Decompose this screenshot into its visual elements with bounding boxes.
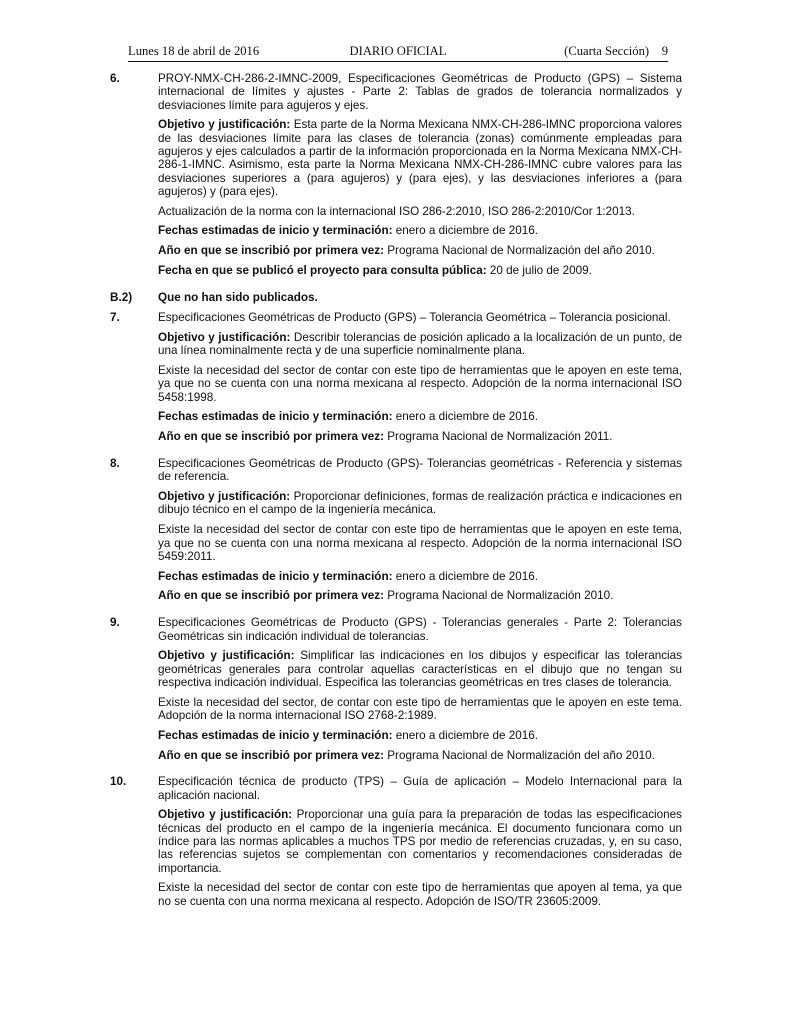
header-section-label: (Cuarta Sección): [564, 44, 650, 58]
item-year: [158, 244, 682, 257]
year-label: Año en que se inscribió por primera vez:: [158, 430, 385, 444]
item-body: [158, 457, 682, 609]
item-year: [158, 589, 682, 602]
item-year: [158, 430, 682, 443]
objective-text: Describir tolerancias de posición aplicado a la localización de un punto, de una línea nominalmente recta y de una superficie nominalmente plana.: [158, 330, 682, 358]
item-body: [158, 72, 682, 284]
item-dates: [158, 729, 682, 742]
list-item: [110, 311, 682, 450]
dates-text: enero a diciembre de 2016.: [395, 728, 539, 742]
item-dates: [158, 410, 682, 423]
list-item: [110, 457, 682, 609]
objective-text: Esta parte de la Norma Mexicana NMX-CH-286-IMNC proporciona valores de las desviaciones límite para las clases de tolerancia (zonas) comúnmente empleadas para agujeros y ejes calculados a partir de la información proporcionada en la Norma Mexicana NMX-CH-286-1-IMNC. Asimismo, esta parte la Norma Mexicana NMX-CH-286-IMNC cubre valores para las desviaciones superiores a (para agujeros) y (para ejes), y las desviaciones inferiores a (para agujeros) y (para ejes).: [158, 118, 682, 198]
objective-text: Simplificar las indicaciones en los dibujos y especificar las tolerancias geométricas generales para controlar aquellas características en el dibujo que no tengan su respectiva indicación individual. Especifica las tolerancias geométricas en tres clases de tolerancia.: [158, 649, 682, 689]
header-rule: [128, 61, 668, 62]
objective-label: Objetivo y justificación:: [158, 490, 291, 504]
year-text: Programa Nacional de Normalización del año 2010.: [387, 244, 655, 258]
item-number: 10.: [110, 775, 127, 789]
item-objective: [158, 118, 682, 198]
item-extra: Existe la necesidad del sector de contar con este tipo de herramientas que apoyen al tema, ya que no se cuenta con una norma mexicana al respecto. Adopción de ISO/TR 23605:2009.: [158, 881, 682, 908]
item-title: Especificación técnica de producto (TPS) – Guía de aplicación – Modelo Internacional para la aplicación nacional.: [158, 775, 682, 802]
header-publication: DIARIO OFICIAL: [349, 44, 447, 58]
list-item: [110, 72, 682, 284]
page-header: [128, 44, 668, 60]
dates-text: enero a diciembre de 2016.: [395, 410, 539, 424]
objective-label: Objetivo y justificación:: [158, 649, 295, 663]
item-body: [158, 311, 682, 450]
objective-label: Objetivo y justificación:: [158, 118, 291, 132]
dates-label: Fechas estimadas de inicio y terminación:: [158, 728, 393, 742]
item-title: Especificaciones Geométricas de Producto (GPS) – Tolerancia Geométrica – Tolerancia posicional.: [158, 311, 671, 325]
item-year: [158, 749, 682, 762]
dates-text: enero a diciembre de 2016.: [395, 224, 539, 238]
objective-label: Objetivo y justificación:: [158, 808, 293, 822]
objective-text: Proporcionar una guía para la preparación de todas las especificaciones técnicas del producto en el campo de la ingeniería mecánica. El documento funcionara como un índice para las normas aplicables a muchos TPS por medio de referencias cruzadas, y, en su caso, las referencias sujetos se complementan con comentarios y recomendaciones consideradas de importancia.: [158, 808, 682, 875]
item-extra: Actualización de la norma con la internacional ISO 286-2:2010, ISO 286-2:2010/Cor 1:2013.: [158, 204, 635, 218]
dates-label: Fechas estimadas de inicio y terminación:: [158, 569, 393, 583]
year-text: Programa Nacional de Normalización del año 2010.: [387, 748, 655, 762]
item-number: 8.: [110, 457, 120, 471]
year-text: Programa Nacional de Normalización 2011.: [387, 430, 613, 444]
header-section: [564, 44, 668, 59]
subsection-title: Que no han sido publicados.: [158, 290, 318, 304]
subsection-number: B.2): [110, 290, 133, 304]
item-objective: [158, 490, 682, 517]
subsection-heading: [110, 291, 682, 304]
year-label: Año en que se inscribió por primera vez:: [158, 748, 385, 762]
item-extra: Existe la necesidad del sector, de contar con este tipo de herramientas que le apoyen en este tema. Adopción de la norma internacional ISO 2768-2:1989.: [158, 695, 682, 722]
year-label: Año en que se inscribió por primera vez:: [158, 244, 385, 258]
published-label: Fecha en que se publicó el proyecto para consulta pública:: [158, 264, 487, 278]
year-label: Año en que se inscribió por primera vez:: [158, 589, 385, 603]
item-objective: [158, 649, 682, 689]
item-extra: Existe la necesidad del sector de contar con este tipo de herramientas que le apoyen en este tema, ya que no se cuenta con una norma mexicana al respecto. Adopción de la norma internacional ISO 5458:1998.: [158, 364, 682, 404]
list-item: [110, 775, 682, 914]
header-page-number: 9: [661, 44, 668, 58]
item-body: [158, 616, 682, 768]
item-dates: [158, 224, 682, 237]
item-number: 9.: [110, 616, 120, 630]
item-title: PROY-NMX-CH-286-2-IMNC-2009, Especificaciones Geométricas de Producto (GPS) – Sistema internacional de límites y ajustes - Parte 2: Tablas de grados de tolerancia normalizados y desviaciones límite para agujeros y ejes.: [158, 72, 682, 112]
item-extra: Existe la necesidad del sector de contar con este tipo de herramientas que le apoyen en este tema, ya que no se cuenta con una norma mexicana al respecto. Adopción de la norma internacional ISO 5459:2011.: [158, 523, 682, 563]
dates-label: Fechas estimadas de inicio y terminación:: [158, 410, 393, 424]
item-dates: [158, 570, 682, 583]
objective-text: Proporcionar definiciones, formas de realización práctica e indicaciones en dibujo técnico en el campo de la ingeniería mecánica.: [158, 490, 682, 517]
item-title: Especificaciones Geométricas de Producto (GPS)- Tolerancias geométricas - Referencia y sistemas de referencia.: [158, 457, 682, 484]
year-text: Programa Nacional de Normalización 2010.: [387, 589, 614, 603]
objective-label: Objetivo y justificación:: [158, 330, 291, 344]
item-title: Especificaciones Geométricas de Producto (GPS) - Tolerancias generales - Parte 2: Tolerancias Geométricas sin indicación individual de tolerancias.: [158, 616, 682, 643]
item-published: [158, 264, 682, 277]
list-item: [110, 616, 682, 768]
document-body: [110, 72, 682, 922]
dates-text: enero a diciembre de 2016.: [395, 569, 539, 583]
item-number: 6.: [110, 72, 120, 85]
header-date: Lunes 18 de abril de 2016: [128, 44, 260, 58]
dates-label: Fechas estimadas de inicio y terminación:: [158, 224, 393, 238]
item-objective: [158, 808, 682, 874]
item-body: [158, 775, 682, 914]
item-objective: [158, 331, 682, 358]
item-number: 7.: [110, 311, 120, 325]
published-text: 20 de julio de 2009.: [489, 264, 592, 278]
